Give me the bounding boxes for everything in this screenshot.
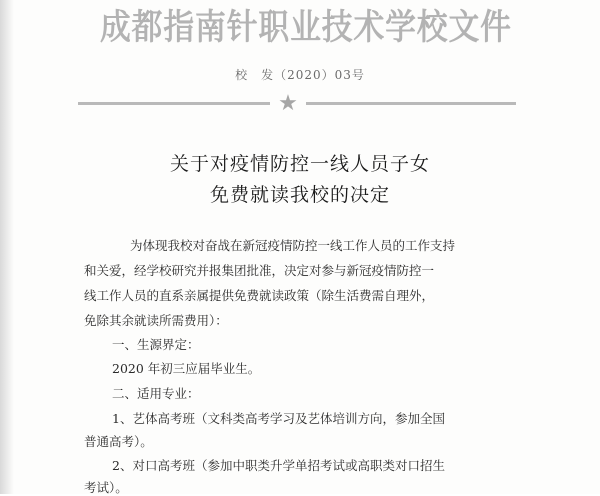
document-title-line-2: 免费就读我校的决定: [209, 184, 390, 206]
item-1-line-2: 普通高考）。: [84, 434, 153, 449]
document-number: 校 发（2020）03号: [235, 68, 365, 82]
star-icon: ★: [278, 91, 298, 116]
intro-line-2: 和关爱，经学校研究并报集团批准，决定对参与新冠疫情防控一: [84, 263, 435, 278]
item-2-line-1: 2、对口高考班（参加中职类升学单招考试或高职类对口招生: [112, 458, 445, 473]
item-2-line-2: 考试）。: [84, 480, 128, 495]
item-1-line-1: 1、艺体高考班（文科类高考学习及艺体培训方向，参加全国: [112, 411, 445, 426]
header-divider-right: [306, 102, 516, 105]
school-header-title: 成都指南针职业技术学校文件: [100, 8, 512, 48]
document-title-line-1: 关于对疫情防控一线人员子女: [169, 153, 430, 175]
header-divider-left: [78, 102, 270, 105]
intro-line-4: 免除其余就读所需费用）：: [84, 313, 228, 328]
section-1-heading: 一、生源界定：: [112, 337, 200, 352]
section-2-heading: 二、适用专业：: [112, 386, 200, 401]
intro-line-1: 为体现我校对奋战在新冠疫情防控一线工作人员的工作支持: [130, 238, 456, 253]
intro-line-3: 线工作人员的直系亲属提供免费就读政策（除生活费需自理外，: [84, 288, 435, 303]
section-1-text: 2020 年初三应届毕业生。: [112, 361, 261, 376]
